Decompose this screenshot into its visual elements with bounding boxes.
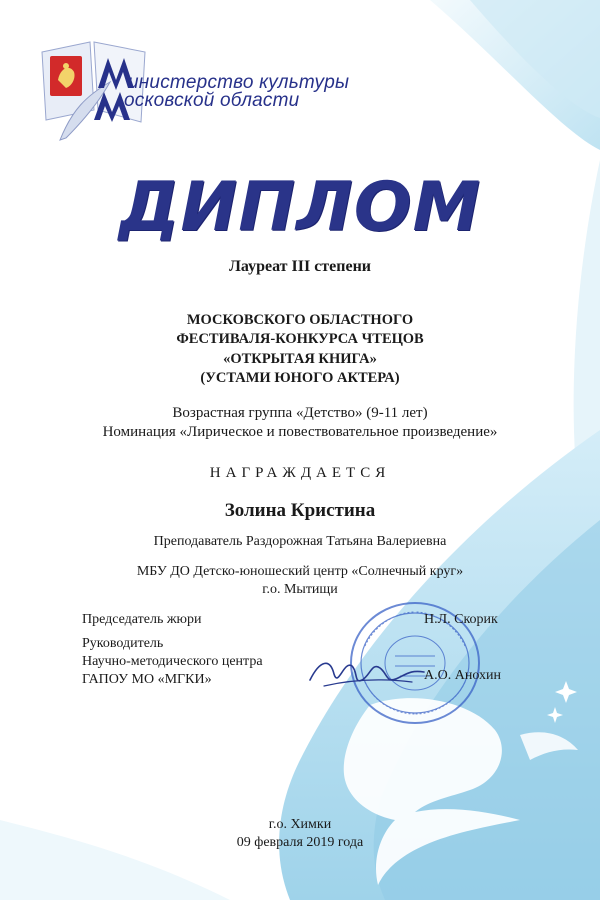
school-city: г.о. Мытищи [262, 582, 338, 597]
jury-chair-name: Н.Л. Скорик [424, 612, 498, 627]
head-title-line3: ГАПОУ МО «МГКИ» [82, 672, 212, 687]
age-group: Возрастная группа «Детство» (9-11 лет) [172, 405, 428, 421]
recipient-name: Золина Кристина [224, 500, 376, 521]
nomination: Номинация «Лирическое и повествовательное произведение» [102, 424, 498, 440]
school-name: МБУ ДО Детско-юношеский центр «Солнечный круг» [136, 564, 464, 579]
issue-city: г.о. Химки [268, 817, 332, 832]
head-name: А.О. Анохин [424, 668, 501, 683]
festival-name-line4: (УСТАМИ ЮНОГО АКТЕРА) [200, 370, 400, 386]
laureate-degree: Лауреат III степени [228, 258, 372, 275]
ministry-name-line2: осковской области [124, 90, 300, 111]
issue-date: 09 февраля 2019 года [236, 835, 364, 850]
teacher-name: Преподаватель Раздорожная Татьяна Валериевна [153, 534, 447, 549]
handwritten-signature-icon [300, 640, 430, 700]
head-title-line1: Руководитель [82, 636, 164, 651]
ministry-name-line1: инистерство культуры [128, 72, 350, 93]
festival-name-line3: «ОТКРЫТАЯ КНИГА» [223, 351, 377, 367]
awarded-label: НАГРАЖДАЕТСЯ [209, 465, 391, 481]
festival-name-line1: МОСКОВСКОГО ОБЛАСТНОГО [186, 312, 414, 328]
festival-name-line2: ФЕСТИВАЛЯ-КОНКУРСА ЧТЕЦОВ [176, 331, 424, 347]
head-title-line2: Научно-методического центра [82, 654, 263, 669]
diploma-title: ДИПЛОМ [118, 168, 482, 247]
jury-chair-label: Председатель жюри [82, 612, 202, 627]
